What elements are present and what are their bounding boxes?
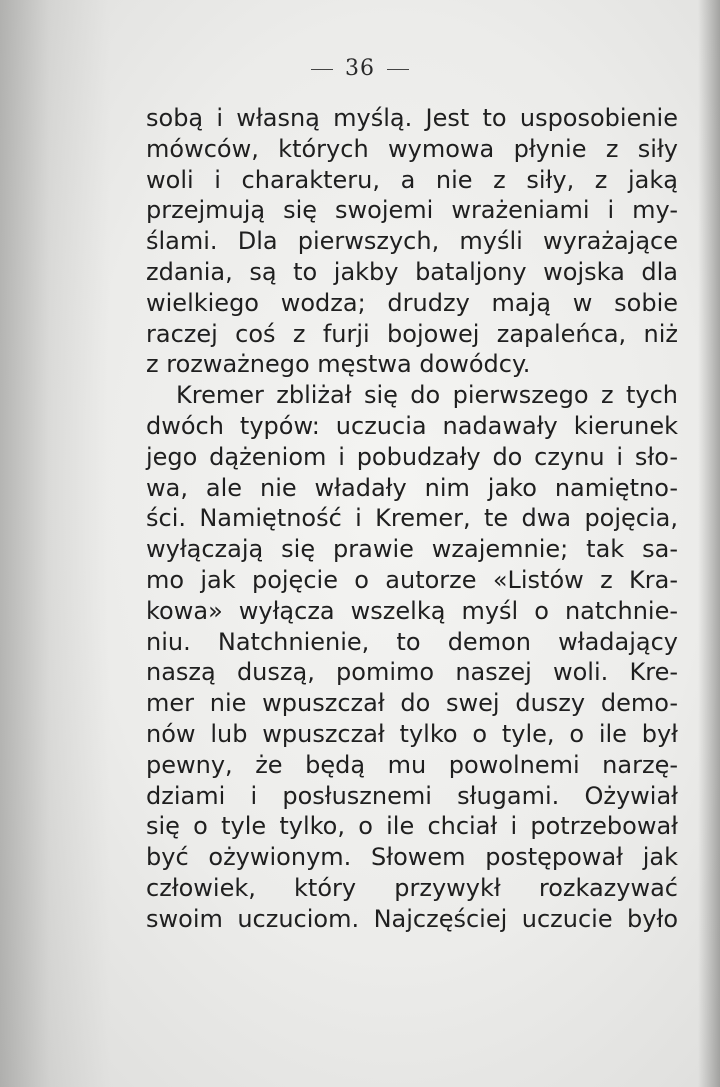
text-line: jego dążeniom i pobudzały do czynu i sło- [146, 442, 678, 471]
paragraph-start-line: Kremer zbliżał się do pierwszego z tych [176, 381, 678, 410]
page-number-dash-right [387, 69, 409, 70]
page-number [0, 56, 720, 81]
page-number-value: 36 [345, 56, 375, 81]
text-line: zdania, są to jakby bataljony wojska dla [146, 257, 678, 286]
text-line: sobą i własną myślą. Jest to usposobienie [146, 104, 678, 132]
text-line: dwóch typów: uczucia nadawały kierunek [146, 411, 678, 440]
body-text [146, 103, 678, 935]
text-line: mer nie wpuszczał do swej duszy demo- [146, 689, 678, 718]
edge-shadow [698, 0, 720, 1087]
text-line: wyłączają się prawie wzajemnie; tak sa- [146, 535, 678, 564]
text-line: nów lub wpuszczał tylko o tyle, o ile był [146, 719, 678, 748]
text-line: niu. Natchnienie, to demon władający [146, 627, 678, 656]
text-line: wa, ale nie władały nim jako namiętno- [146, 473, 678, 502]
text-line: wielkiego wodza; drudzy mają w sobie [146, 288, 678, 317]
text-line: ści. Namiętność i Kremer, te dwa pojęcia, [146, 504, 678, 533]
text-line: ślami. Dla pierwszych, myśli wyrażające [146, 227, 678, 256]
text-line: woli i charakteru, a nie z siły, z jaką [146, 165, 678, 194]
page-number-dash-left [311, 69, 333, 70]
text-line: człowiek, który przywykł rozkazywać [146, 873, 678, 902]
text-line: przejmują się swojemi wrażeniami i my- [146, 196, 678, 225]
text-line: mo jak pojęcie o autorze «Listów z Kra- [146, 565, 678, 594]
text-line: swoim uczuciom. Najczęściej uczucie było [146, 904, 678, 933]
text-line: mówców, których wymowa płynie z siły [146, 134, 678, 163]
binding-shadow [0, 0, 110, 1087]
text-line: pewny, że będą mu powolnemi narzę- [146, 750, 678, 779]
text-line: się o tyle tylko, o ile chciał i potrzebował [146, 812, 678, 841]
text-line: raczej coś z furji bojowej zapaleńca, niż [146, 319, 678, 348]
text-line: dziami i posłusznemi sługami. Ożywiał [146, 781, 678, 810]
text-line: z rozważnego męstwa dowódcy. [146, 350, 531, 379]
text-line: kowa» wyłącza wszelką myśl o natchnie- [146, 596, 678, 625]
text-line: naszą duszą, pomimo naszej woli. Kre- [146, 658, 678, 687]
text-line: być ożywionym. Słowem postępował jak [146, 843, 678, 872]
